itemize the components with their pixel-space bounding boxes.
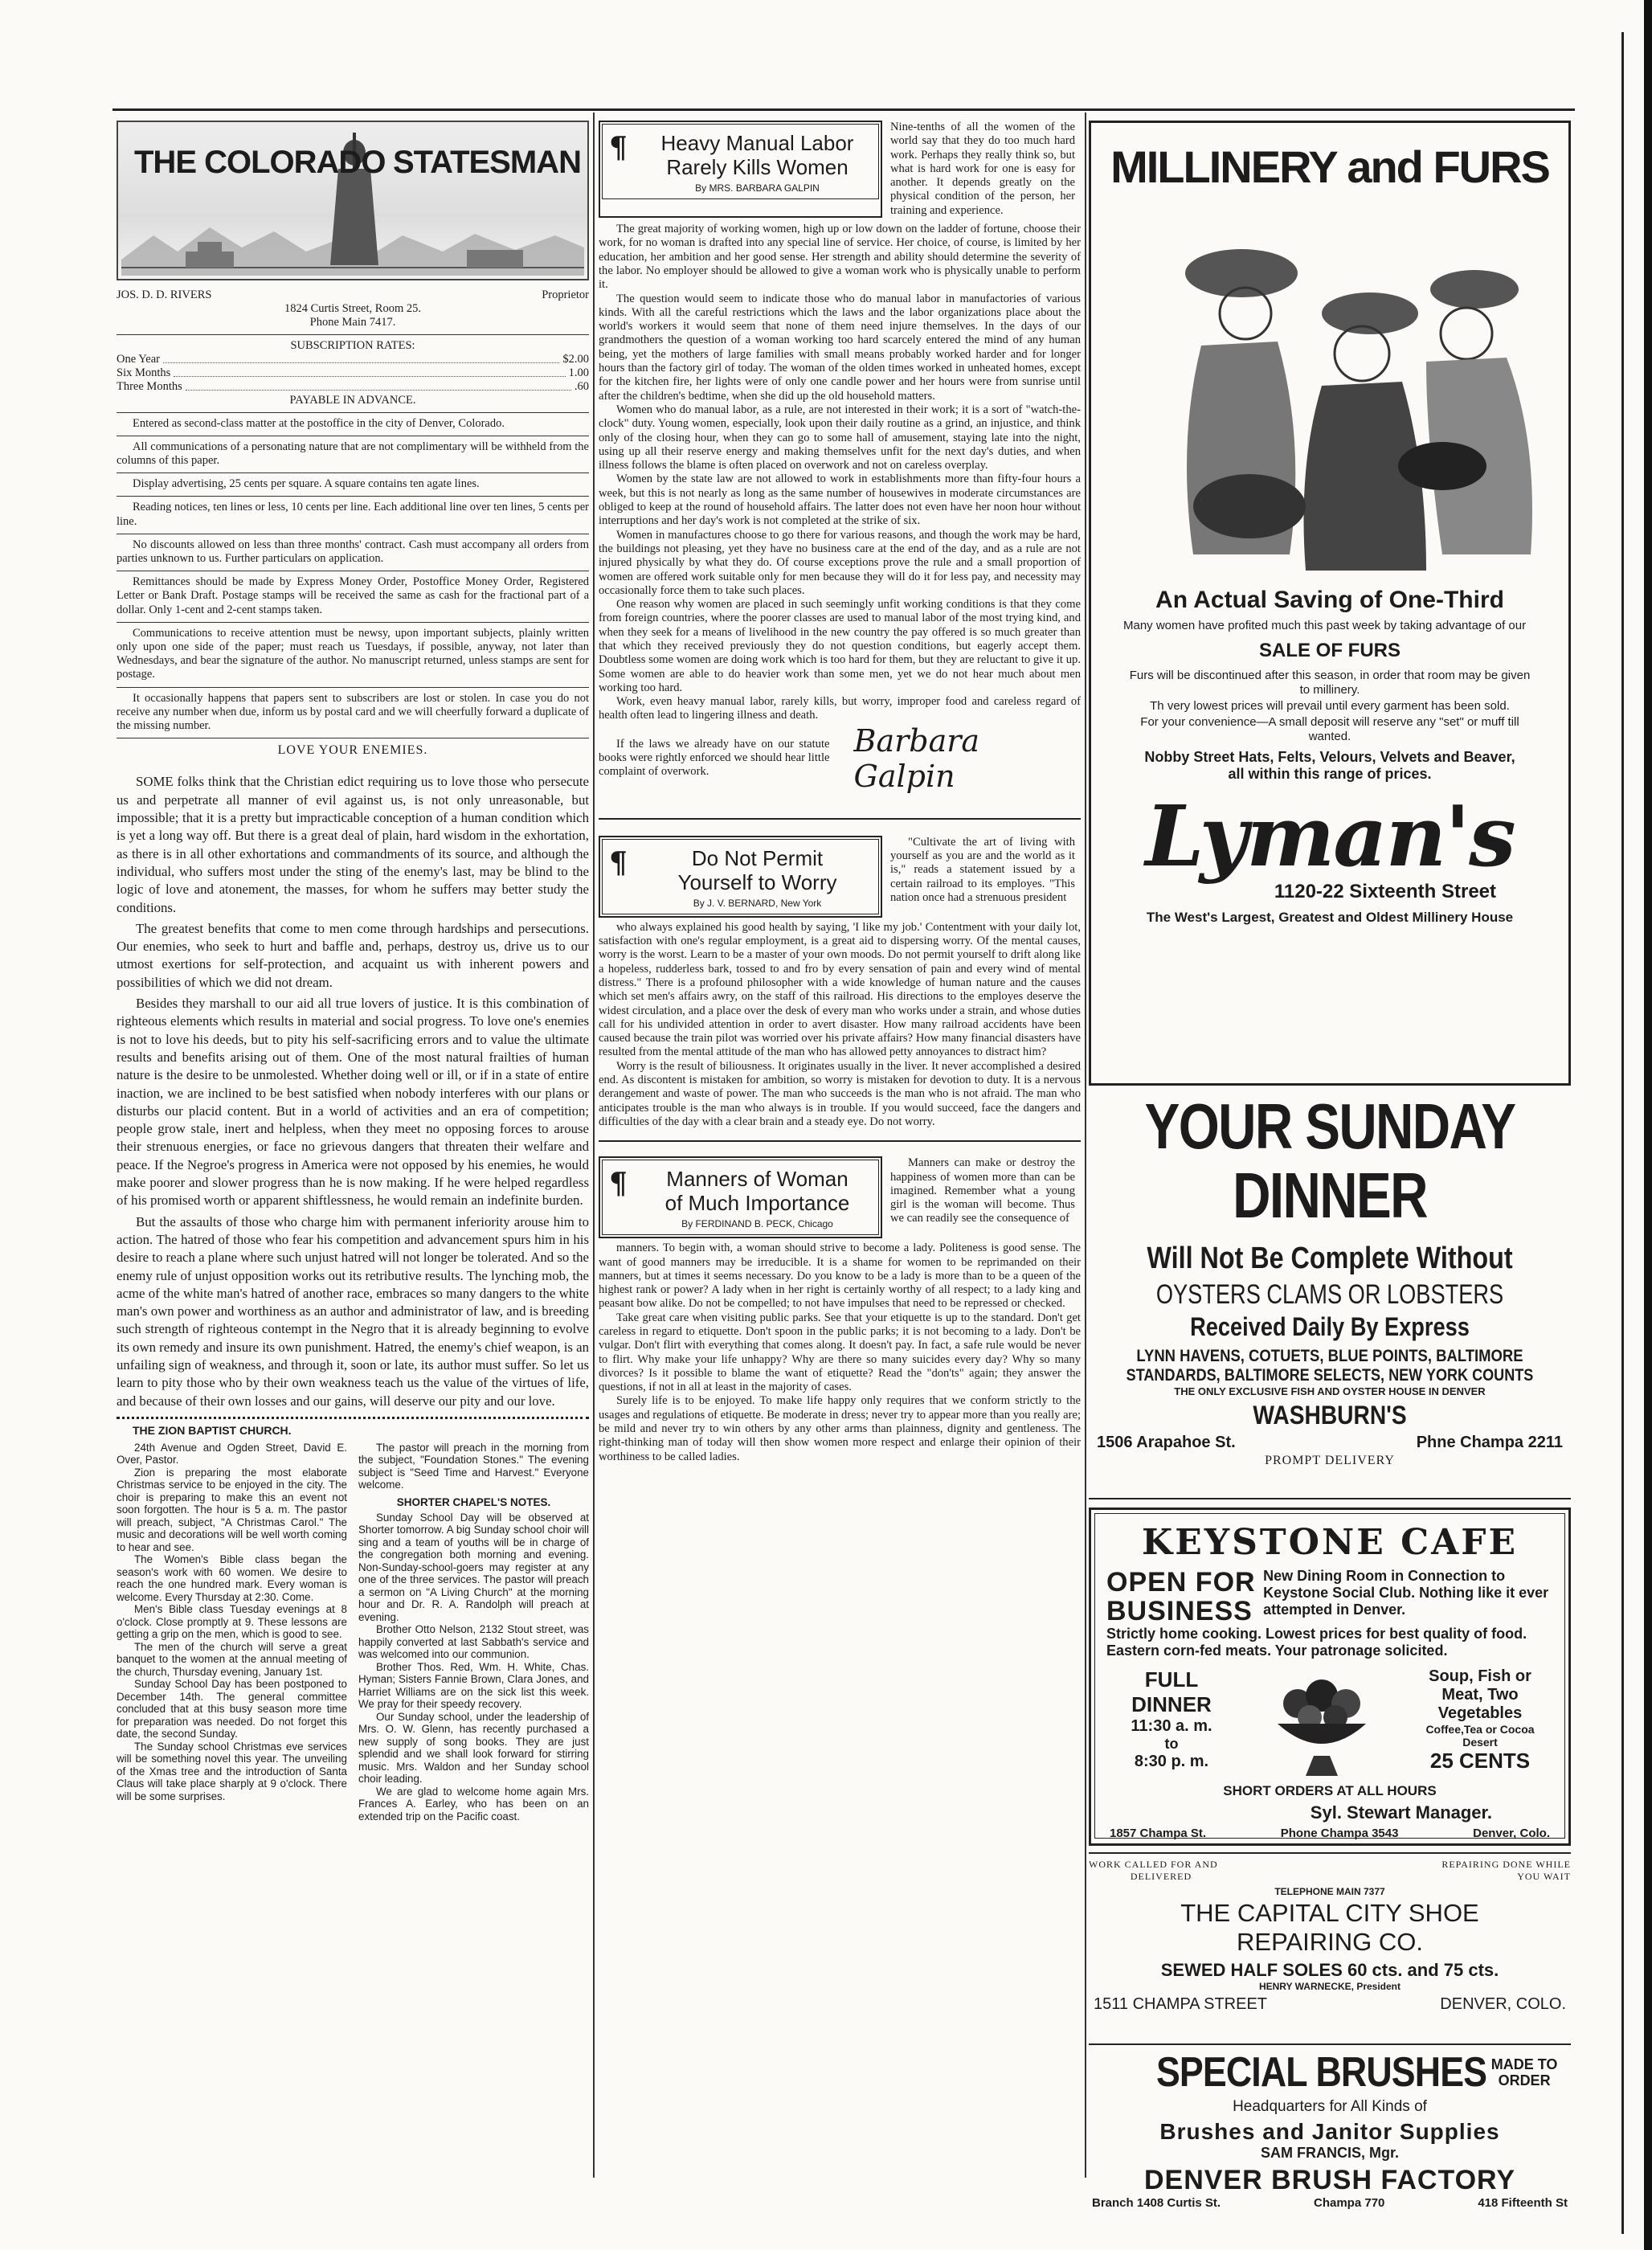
publisher-line: [117, 288, 589, 302]
labor-paragraph: One reason why women are placed in such seemingly unfit working conditions is that they come from foreign countries, where the poorer classes are used to manual labor of the most trying kind, and when they seek for a means of livelihood in the new country the pay offered is so much greater than that which they received previously they do not question conditions, but eagerly accept them. Doubtless some women are doing work which is too hard for them, but they are reluctant to give it up. Some women are able to do heavier work than some men, yet we do not hear much about men working too hard.: [599, 598, 1081, 694]
rate-price: $2.00: [562, 352, 589, 366]
keystone-short-orders: SHORT ORDERS AT ALL HOURS: [1223, 1783, 1437, 1798]
leader-dots: [186, 380, 571, 391]
rate-term: One Year: [117, 352, 160, 366]
notice: Reading notices, ten lines or less, 10 cents per line. Each additional line over ten lines, 5 cents per line.: [117, 501, 589, 528]
notice-rule: [117, 472, 589, 473]
shorter-paragraph: Sunday School Day will be observed at Shorter tomorrow. A big Sunday school choir will sing and a team of youths will be in charge of the congregation both morning and evening. Non-Sunday-school-goers may register at any one of the three services. The pastor will preach a sermon on "A Living Church" at the morning hour and Dr. R. A. Randolph will preach at evening.: [358, 1511, 589, 1623]
masthead-title-left: THE COLORADO: [134, 145, 386, 180]
keystone-name: KEYSTONE CAFE: [1141, 1522, 1519, 1563]
washburn-line-8: THE ONLY EXCLUSIVE FISH AND OYSTER HOUSE IN DENVER: [1174, 1385, 1486, 1397]
washburn-line-4: OYSTERS CLAMS OR LOBSTERS: [1155, 1279, 1504, 1310]
notice-rule: [117, 622, 589, 623]
lyman-logo: Lyman's: [1145, 787, 1515, 886]
column-middle: [599, 121, 1081, 2174]
column-right: [1089, 121, 1571, 2210]
labor-beside: Nine-tenths of all the women of the world say that they do too much hard work. Perhaps they really think so, but what is hard work for one is easy for another. It depends greatly on the physical condition of the person, her training and experience.: [890, 121, 1075, 217]
manners-byline: By FERDINAND B. PECK, Chicago: [681, 1218, 833, 1230]
keystone-menu-3: Vegetables: [1437, 1704, 1523, 1722]
editorial-paragraph: Besides they marshall to our aid all true lovers of justice. It is this combination of righteous elements which results in material and social progress. To love one's enemies is not to love his deeds, but to pity his self-sacrificing errors and to value the ultimate results and benefits arising out of them. One of the most natural frailties of human nature is the desire to be unmolested. Whether doing well or ill, or if in a state of entire inaction, we are inclined to be best satisfied when nobody interferes with our plans or disturbs our placid content. But in a world of activities and an era of competition; people grow stale, inert and helpless, when they meet no opposing forces to arouse their strenuous energies, or face no grievous dangers that threaten their welfare and peace. If the Negroe's progress in America were not opposed by his enemies, he would make poorer and slower progress than he is now making. If he were helped regardless of his promised worth or apparent shiftlessness, he would remain an indefinite burden.: [117, 996, 589, 1209]
lyman-saving-text: Many women have profited much this past week by taking advantage of our: [1123, 619, 1527, 632]
shorter-paragraph: Our Sunday school, under the leadership of Mrs. O. W. Glenn, has recently purchased a new supply of song books. They are just splendid and we shall look forward for stirring music. Mrs. Waldon and her Sunday school choir leading.: [358, 1710, 589, 1786]
column-rule: [593, 112, 595, 2178]
keystone-hours-1: 11:30 a. m.: [1131, 1717, 1212, 1735]
publisher-role: Proprietor: [542, 288, 589, 301]
brush-headline: SPECIAL BRUSHES: [1155, 2049, 1486, 2096]
keystone-ad: [1089, 1508, 1571, 1846]
shoe-president: HENRY WARNECKE, President: [1258, 1981, 1401, 1992]
brush-hq: Headquarters for All Kinds of: [1233, 2098, 1427, 2115]
subscription-rates: [117, 353, 589, 395]
shoe-right-2: YOU WAIT: [1517, 1871, 1571, 1882]
rate-row: [117, 353, 589, 366]
lyman-lines: [1123, 669, 1536, 744]
editorial-paragraph: But the assaults of those who charge him with permanent inferiority arouse him to action. The hatred of those who fear his competition and advancement spurs him in his desire to reach a plane where such unjust hatred will not longer be tolerated. And so the enemy rule of unjust opposition works out its retributive results. The lynching mob, the acme of the white man's hatred of another race, embraces so many dangers to the white man's own power and worthiness as an author and administrator of law, and is breeding such strength of righteous contempt in the Negro that it is already beginning to evolve its own remedy and insure its own punishment. Hatred, the enemy's chief weapon, is an unfailing sign of weakness, and through it, soon or late, its author must suffer. So let us learn to pity those who by their own weakness teach us the value of the virtues of life, and because of their own losses and our gains, will deserve our pity and our love.: [117, 1213, 589, 1409]
masthead-title-right: STATESMAN: [393, 145, 581, 180]
zion-paragraph: The Women's Bible class began the season's work with 60 women. We desire to reach the one hundred mark. Every woman is welcome. Every Thursday at 2:30. Come.: [117, 1553, 347, 1603]
scan-edge: [1644, 0, 1652, 2250]
washburn-line-6: LYNN HAVENS, COTUETS, BLUE POINTS, BALTIMORE: [1136, 1347, 1523, 1365]
labor-title-1: Heavy Manual Labor: [660, 131, 854, 155]
brush-branch: Branch 1408 Curtis St.: [1092, 2196, 1221, 2210]
ornamental-rule: [117, 1417, 589, 1419]
fruit-bowl-illustration: [1261, 1667, 1382, 1780]
lyman-nobby: Nobby Street Hats, Felts, Velours, Velvets and Beaver,: [1144, 749, 1515, 765]
labor-signature: Barbara Galpin: [853, 722, 980, 794]
masthead: [117, 121, 589, 280]
publisher-phone: Phone Main 7417.: [309, 316, 396, 329]
labor-byline: By MRS. BARBARA GALPIN: [695, 182, 820, 194]
worry-paragraph: who always explained his good health by saying, 'I like my job.' Contentment with your daily lot, satisfaction with one's regular employment, is a great aid to dispersing worry. Of the mental causes, worry is the worst. Learn to be a master of your own moods. Do not permit yourself to drift along like a hopeless, rudderless bark, tossed to and fro by every sensation of pain and every wind of mental distress." There is a profound philosopher with a wide knowledge of human nature and the causes which set men's affairs awry, on the staff of this railroad. His directions to the employes deserve the widest circulation, and a place over the desk of every man who works under a strain, and whose duties call for his undivided attention in order to avert disaster. How many railroad accidents have been caused because the train pilot was worried over his private affairs? How many financial disasters have resulted from the mental attitude of the man who has allowed petty annoyances to distract him?: [599, 920, 1081, 1059]
shoe-left-1: WORK CALLED FOR AND: [1089, 1859, 1218, 1870]
shoe-city: DENVER, COLO.: [1440, 1995, 1566, 2013]
lyman-line: Furs will be discontinued after this season, in order that room may be given to millinery.: [1129, 669, 1531, 697]
brush-made: MADE TO: [1490, 2056, 1558, 2072]
keystone-open: OPEN FOR: [1106, 1567, 1256, 1598]
shoe-address: 1511 CHAMPA STREET: [1094, 1995, 1267, 2013]
worry-paragraph: Worry is the result of biliousness. It originates usually in the liver. It never accomplished a desired end. As discontent is mistaken for ambition, so worry is mistaken for devotion to duty. It is a nervous derangement and waste of power. The man who succeeds is the man who is not afraid. The man who anticipates trouble is the man who always is in trouble. If you would succeed, face the dangers and difficulties of the day with a clear brain and a steady eye. Do not worry.: [599, 1059, 1081, 1128]
lyman-line: Th very lowest prices will prevail until every garment has been sold.: [1150, 699, 1510, 713]
brush-order: ORDER: [1498, 2072, 1551, 2088]
notice: All communications of a personating nature that are not complimentary will be withheld from the columns of this paper.: [117, 440, 589, 468]
lyman-ad: [1089, 121, 1571, 1086]
labor-body: [599, 223, 1081, 723]
keystone-menu-2: Meat, Two: [1441, 1686, 1519, 1704]
manners-paragraph: manners. To begin with, a woman should strive to become a lady. Politeness is good sense. The want of good manners may be irreducible. It is a shame for women to be reprimanded on their manners, but at times it seems necessary. Do you know to be a lady is more than to be a queen of the highest rank or power? A lady when in her right is certainly worthy of all respect; to a lady king and peasant bow alike. Do not be compelled; to not have impulses that need to be repressed or checked.: [599, 1242, 1081, 1311]
scan-border: [1621, 32, 1624, 2234]
lyman-nobby-2: all within this range of prices.: [1228, 766, 1432, 782]
labor-paragraph: Women in manufactures choose to go there for various reasons, and though the work may be hard, the buildings not pleasing, yet they have no business care at the end of the day, and as a rule are not injured physically by what they do. Of course exceptions prove the rule and a small proportion of women are offered work suitable only for men because they will do it for less pay, and necessity may occasionally force them to take such places.: [599, 528, 1081, 597]
payable-line: PAYABLE IN ADVANCE.: [289, 394, 416, 407]
labor-paragraph: Women who do manual labor, as a rule, are not interested in their work; it is a sort of "watch-the-clock" duty. Young women, especially, look upon their daily routine as a grind, an injustice, and think only of the closing hour, when they can go to some hall of amusement, staying late into the night, using up all their reserve energy and making themselves unfit for the next day's duties, and when illness follows the blame is often placed on overwork and not on careless overplay.: [599, 403, 1081, 472]
lyman-line: For your convenience—A small deposit will reserve any "set" or muff till wanted.: [1140, 715, 1519, 743]
zion-paragraph: The men of the church will serve a great banquet to the women at the annual meeting of the church, Thursday evening, January 1st.: [117, 1640, 347, 1678]
manners-title-2: of Much Importance: [664, 1191, 850, 1216]
brush-ad: [1089, 2043, 1571, 2217]
keystone-full: FULL: [1144, 1667, 1199, 1692]
brush-mgr: SAM FRANCIS, Mgr.: [1260, 2145, 1399, 2161]
shoe-name-2: REPAIRING CO.: [1237, 1928, 1423, 1956]
keystone-contact: [1110, 1827, 1550, 1840]
worry-byline: By J. V. BERNARD, New York: [693, 897, 822, 909]
labor-title-box: ¶ Heavy Manual Labor Rarely Kills Women By MRS. BARBARA GALPIN: [599, 121, 882, 218]
washburn-address: 1506 Arapahoe St.: [1097, 1434, 1236, 1451]
rate-term: Three Months: [117, 380, 182, 394]
rate-row: [117, 366, 589, 380]
zion-paragraph: Sunday School Day has been postponed to December 14th. The general committee concluded that at this busy season more time for preparation was needed. Do not forget this date, the second Sunday.: [117, 1678, 347, 1741]
column-rule: [1085, 112, 1086, 2178]
worry-body: [599, 921, 1081, 1129]
keystone-city: Denver, Colo.: [1473, 1827, 1550, 1840]
rate-price: .60: [574, 380, 589, 394]
editorial-paragraph: The greatest benefits that come to men come through hardships and persecutions. Our enemies, who seek to hurt and baffle and, perhaps, destroy us, drive us to our utmost exertions for self-protection, and acquaint us with inherent powers and possibilities of which we did not dream.: [117, 920, 589, 990]
keystone-address: 1857 Champa St.: [1110, 1827, 1207, 1840]
manners-beside: Manners can make or destroy the happiness of women more than can be imagined. Remember what a young girl is the woman will become. Thus we can readily see the consequence of: [890, 1156, 1075, 1225]
shoe-telephone: TELEPHONE MAIN 7377: [1274, 1886, 1385, 1897]
zion-title: THE ZION BAPTIST CHURCH.: [133, 1423, 292, 1437]
brush-supplies: Brushes and Janitor Supplies: [1159, 2119, 1500, 2144]
keystone-menu-1: Soup, Fish or: [1429, 1667, 1531, 1685]
keystone-menu-4: Coffee,Tea or Cocoa: [1425, 1723, 1535, 1736]
lyman-sale: SALE OF FURS: [1258, 640, 1401, 661]
rate-price: 1.00: [568, 366, 589, 380]
keystone-dinner: DINNER: [1131, 1692, 1212, 1716]
keystone-business: BUSINESS: [1106, 1596, 1253, 1626]
labor-title-2: Rarely Kills Women: [666, 155, 848, 179]
worry-title-box: ¶ Do Not Permit Yourself to Worry By J. V. BERNARD, New York: [599, 836, 882, 918]
zion-paragraph: 24th Avenue and Ogden Street, David E. Over, Pastor.: [117, 1441, 347, 1467]
washburn-line-7: STANDARDS, BALTIMORE SELECTS, NEW YORK COUNTS: [1126, 1366, 1534, 1385]
labor-paragraph: Work, even heavy manual labor, rarely kills, but worry, improper food and careless regard of health often lead to lingering illness and death.: [599, 695, 1081, 722]
subscription-heading: SUBSCRIPTION RATES:: [290, 338, 415, 352]
leader-dots: [174, 366, 565, 377]
shorter-paragraph: Brother Otto Nelson, 2132 Stout street, was happily converted at last Sabbath's service and was welcomed into our communion.: [358, 1623, 589, 1661]
zion-column-2: [358, 1442, 589, 1823]
editorial-title: LOVE YOUR ENEMIES.: [277, 743, 428, 758]
shorter-title: SHORTER CHAPEL'S NOTES.: [396, 1495, 551, 1508]
washburn-phone: Phne Champa 2211: [1416, 1434, 1563, 1451]
washburn-line-1: YOUR SUNDAY: [1144, 1090, 1515, 1162]
keystone-menu-5: Desert: [1462, 1736, 1498, 1749]
top-rule: [112, 108, 1575, 111]
leader-dots: [163, 353, 559, 363]
zion-paragraph: The Sunday school Christmas eve services will be something novel this year. The unveiling of the Xmas tree and the introduction of Santa Claus will take place sharply at 9 o'clock. There will be some surprises.: [117, 1740, 347, 1802]
keystone-phone: Phone Champa 3543: [1280, 1827, 1399, 1840]
washburn-line-3: Will Not Be Complete Without: [1147, 1242, 1513, 1275]
shoe-name-1: THE CAPITAL CITY SHOE: [1180, 1899, 1479, 1927]
shoe-left-2: DELIVERED: [1130, 1871, 1192, 1882]
shoe-soles: SEWED HALF SOLES 60 cts. and 75 cts.: [1160, 1960, 1499, 1980]
rate-term: Six Months: [117, 366, 171, 380]
lyman-illustration: [1105, 201, 1555, 579]
shorter-paragraph: Brother Thos. Red, Wm. H. White, Chas. Hyman; Sisters Fannie Brown, Clara Jones, and Harriet Williams are on the sick list this week. We pray for their speedy recovery.: [358, 1660, 589, 1711]
manners-paragraph: Surely life is to be enjoyed. To make life happy only requires that we conform strictly to the usages and regulations of etiquette. Be moderate in dress; never try to appear more than you really are; be mild and never try to win others by any other arms than plainness, dignity and gentleness. The right-thinking man of today will then show women more respect and enlarge their opinion of their worthiness to be called ladies.: [599, 1394, 1081, 1463]
washburn-line-5: Received Daily By Express: [1190, 1312, 1470, 1341]
notice: It occasionally happens that papers sent to subscribers are lost or stolen. In case you do not receive any number when due, inform us by postal card and we will cheerfully forward a duplicate of the missing number.: [117, 691, 589, 733]
notice: Display advertising, 25 cents per square. A square contains ten agate lines.: [133, 477, 480, 491]
worry-title-1: Do Not Permit: [691, 845, 824, 870]
manners-body: [599, 1242, 1081, 1464]
washburn-line-2: DINNER: [1233, 1160, 1427, 1231]
washburn-contact: [1097, 1434, 1563, 1452]
notice-rule: [117, 496, 589, 497]
notice: Remittances should be made by Express Money Order, Postoffice Money Order, Registered Letter or Bank Draft. Postage stamps will be received the same as cash for the fractional part of a dollar. Only 1-cent and 2-cent stamps taken.: [117, 575, 589, 616]
labor-paragraph: The question would seem to indicate those who do manual labor in manufactories of various kinds. With all the careful restrictions which the laws and the labor organizations place about the world's workers it would seem that none of them need injure themselves. In the days of our grandmothers the question of a woman working too hard scarcely entered the mind of any human being, yet the mothers of large families with small means probably worked harder and for longer hours than the factory girl of today. The woman of the olden times worked in unheated homes, except for the kitchen fire, her lights were of only one candle power and her hours were from sunrise until after the children's bedtime, when she did up the old household matters.: [599, 292, 1081, 403]
manners-paragraph: Take great care when visiting public parks. See that your etiquette is up to the standard. Don't get careless in regard to etiquette. Don't spoon in the public parks; it is not becoming to a lady. Don't be vulgar. Don't flirt with everything that comes along. It doesn't pay. In fact, a safe rule would be never to flirt. Why make your life unhappy? Why are there so many suicides every day? Why so many divorces? Is it possible to blame the want of etiquette? Read the "don'ts" again; they answer the questions, if not in all at least in the majority of cases.: [599, 1311, 1081, 1394]
publisher-name: JOS. D. D. RIVERS: [117, 288, 212, 301]
lyman-headline: MILLINERY and FURS: [1110, 141, 1549, 192]
keystone-hours-to: to: [1164, 1736, 1179, 1752]
lyman-address: 1120-22 Sixteenth Street: [1274, 881, 1496, 902]
zion-paragraph: Men's Bible class Tuesday evenings at 8 o'clock. Close promptly at 9. These lessons are getting a grip on the men, which is good to see.: [117, 1603, 347, 1641]
manners-title-1: Manners of Woman: [666, 1167, 848, 1192]
editorial-body: [117, 773, 589, 1409]
notice-rule: [117, 687, 589, 688]
shorter-paragraph: We are glad to welcome home again Mrs. Frances A. Earley, who has been on an extended trip on the Pacific coast.: [358, 1785, 589, 1822]
editorial-paragraph: SOME folks think that the Christian edict requiring us to love those who persecute us and perpetrate all manner of evil against us, is not only unreasonable, but impossible; that it is a pretty but impracticable conception of a human condition which is yet a long way off. But there is a great deal of plain, hard wisdom in the exhortation, as there is in all other exhortations and commandments of its source, and although the individual, who suffers most under the sting of the enemy's last, may be blind to the logic of love and atonement, the masses, for whom he suffers may better study the conditions.: [117, 774, 589, 915]
worry-beside: "Cultivate the art of living with yourself as you are and the world as it is," reads a statement issued by a certain railroad to its employes. "This nation once had a strenuous president: [890, 835, 1075, 904]
labor-paragraph: Women by the state law are not allowed to work in establishments more than fifty-four hours a week, but this is not nearly as long as the same number of housewives in moderate circumstances are obliged to keep at the round of household affairs. The latter does not even have her noon hour without interruptions and her day's work is not completed at the strike of six.: [599, 472, 1081, 528]
shorter-notes: [358, 1512, 589, 1823]
zion-intro: The pastor will preach in the morning from the subject, "Foundation Stones." The evening subject is "Seed Time and Harvest." Everyone welcome.: [358, 1441, 589, 1491]
notice: Communications to receive attention must be newsy, upon important subjects, plainly written only upon one side of the paper; must reach us Tuesdays, if possible, anyway, not later than Wednesdays, and bear the signature of the author. No manuscript returned, unless stamps are sent for postage.: [117, 626, 589, 681]
zion-paragraph: Zion is preparing the most elaborate Christmas service to be enjoyed in the city. The choir is preparing to make this an event not soon forgotten. The hour is 5 a. m. The pastor will preach, subject, "A Christmas Carol." The music and decorations will be well worth coming to hear and see.: [117, 1466, 347, 1553]
washburn-ad: [1089, 1092, 1571, 1499]
notices: [117, 417, 589, 739]
worry-title-2: Yourself to Worry: [677, 869, 837, 894]
keystone-price: 25 CENTS: [1429, 1749, 1531, 1773]
keystone-hours-2: 8:30 p. m.: [1134, 1753, 1209, 1770]
lyman-saving: An Actual Saving of One-Third: [1155, 587, 1504, 613]
brush-address: 418 Fifteenth St: [1478, 2196, 1568, 2210]
washburn-name: WASHBURN'S: [1253, 1401, 1407, 1430]
keystone-manager: Syl. Stewart Manager.: [1310, 1802, 1492, 1822]
shoe-right-1: REPAIRING DONE WHILE: [1441, 1859, 1571, 1870]
keystone-desc: New Dining Room in Connection to Keystone Social Club. Nothing like it ever attempted in Denver.: [1263, 1568, 1549, 1618]
shoe-ad: [1089, 1852, 1571, 2043]
rate-row: [117, 380, 589, 394]
labor-closing: If the laws we already have on our statute books were rightly enforced we should hear little complaint of overwork.: [599, 737, 830, 779]
publisher-address: 1824 Curtis Street, Room 25.: [284, 302, 421, 316]
notice: Entered as second-class matter at the postoffice in the city of Denver, Colorado.: [133, 416, 505, 430]
keystone-desc-2: Strictly home cooking. Lowest prices for best quality of food. Eastern corn-fed meats. Your patronage solicited.: [1106, 1626, 1527, 1659]
manners-title-box: ¶ Manners of Woman of Much Importance By FERDINAND B. PECK, Chicago: [599, 1156, 882, 1238]
column-left: [117, 121, 589, 2174]
washburn-delivery: PROMPT DELIVERY: [1265, 1454, 1395, 1467]
zion-column-1: [117, 1442, 347, 1823]
labor-paragraph: The great majority of working women, high up or low down on the ladder of fortune, choose their work, for no woman is drafted into any special line of service. Her choice, of course, is limited by her education, her ambition and her good sense. Her strength and ability should determine the severity of the labor. No employer should be allowed to give a woman work who is physically unable to perform it.: [599, 223, 1081, 292]
brush-phone: Champa 770: [1314, 2196, 1385, 2210]
lyman-tagline: The West's Largest, Greatest and Oldest Millinery House: [1146, 910, 1514, 925]
brush-factory: DENVER BRUSH FACTORY: [1143, 2165, 1516, 2195]
notice: No discounts allowed on less than three months' contract. Cash must accompany all orders from parties unknown to us. Further particulars on application.: [117, 538, 589, 566]
